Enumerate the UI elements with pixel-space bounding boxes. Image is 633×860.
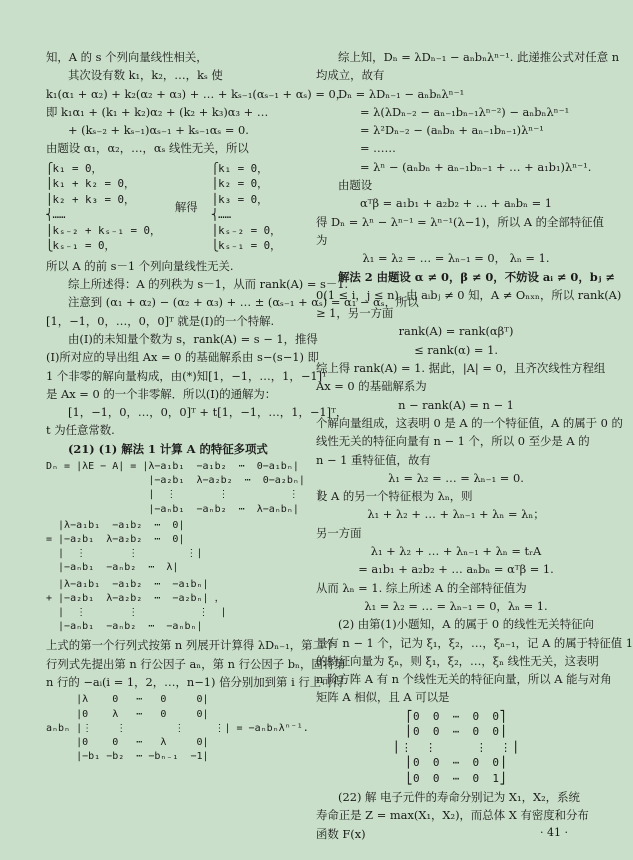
equation: n − rank(A) = n − 1 [398,397,514,412]
text-line: t 为任意常数. [46,423,115,438]
text-line: 由题设 [338,178,373,193]
text-line: 均成立，故有 [316,68,385,83]
text-line: n 阶方阵 A 有 n 个线性无关的特征向量，所以 A 能与对角 [316,672,612,687]
equation: 即 k₁α₁ + (k₁ + k₂)α₂ + (k₂ + k₃)α₃ + … [46,104,269,119]
system-left: ⎧k₁ = 0， ⎪k₁ + k₂ = 0， ⎪k₂ + k₃ = 0， ⎨…… ⎪kₛ₋₂ + kₛ₋₁ = 0， ⎩kₛ₋₁ = 0， [46,161,161,253]
equation: [1，−1，0，…，0，0]ᵀ + t[1，−1，…，1，−1]ᵀ， [68,405,348,420]
text-line: 由题设 α₁，α₂，…，αₛ 线性无关，所以 [46,141,249,156]
text-line: 行列式先提出第 n 行公因子 aₙ，第 n 行公因子 bₙ，固将第 [46,656,346,671]
text-line: 量有 n − 1 个，记为 ξ₁，ξ₂，…，ξₙ₋₁，记 A 的属于特征值 1 [316,635,633,650]
equation: λ₁ = λ₂ = … = λₙ₋₁ = 0，λₙ = 1. [364,598,548,613]
equation: + (kₛ₋₂ + kₛ₋₁)αₛ₋₁ + kₛ₋₁αₛ = 0. [68,123,249,138]
problem-heading: (22) 解 电子元件的寿命分别记为 X₁，X₂，系统 [338,790,580,805]
problem-heading: (21) (1) 解法 1 计算 A 的特征多项式 [68,441,268,456]
text-line: 所以 A 的前 s－1 个列向量线性无关. [46,258,234,273]
equation: λ₁ = λ₂ = … = λₙ₋₁ = 0， λₙ = 1. [362,251,550,266]
equation: = λ²Dₙ₋₂ − (aₙbₙ + aₙ₋₁bₙ₋₁)λⁿ⁻¹ [360,123,544,138]
text-line: 1 个非零的解向量构成，由(*)知[1，−1，…，1，−1]ᵀ [46,368,327,383]
system-right: ⎧k₁ = 0， ⎪k₂ = 0， ⎪k₃ = 0， ⎨…… ⎪kₛ₋₂ = 0， ⎩kₛ₋₁ = 0， [211,161,281,253]
page-number: · 41 · [540,826,568,839]
equation: λ₁ = λ₂ = … = λₙ₋₁ = 0. [388,470,524,485]
text-line: 解法 2 由题设 α ≠ 0，β ≠ 0，不妨设 aᵢ ≠ 0，bⱼ ≠ [338,269,615,284]
text-line: 矩阵 A 相似，且 A 可以是 [316,690,450,705]
equation: = …… [360,141,396,156]
text-line: 的特征向量为 ξₙ，则 ξ₁，ξ₂，…，ξₙ 线性无关，这表明 [316,653,599,668]
text-line: 线性无关的特征向量有 n − 1 个，所以 0 至少是 A 的 [316,434,590,449]
text-line: 综上得 rank(A) = 1. 据此，|A| = 0，且齐次线性方程组 [316,361,606,376]
text-line: 0(1 ≤ i，j ≤ n). 由 aᵢbⱼ ≠ 0 知，A ≠ Oₙₓₙ，所以 rank(A) [316,287,622,302]
text-line: 综上所述得：A 的列秩为 s－1，从而 rank(A) = s－1. [68,277,349,292]
text-line: 函数 F(x) [316,826,366,841]
text-line: n − 1 重特征值，故有 [316,452,431,467]
equation: αᵀβ = a₁b₁ + a₂b₂ + … + aₙbₙ = 1 [360,196,552,211]
text-line: 寿命正是 Z = max(X₁，X₂)，而总体 X 有密度和分布 [316,808,589,823]
equation-system [46,158,326,257]
text-line: 得 Dₙ = λⁿ − λⁿ⁻¹ = λⁿ⁻¹(λ−1)，所以 A 的全部特征值 [316,214,604,229]
equation: λ₁ + λ₂ + … + λₙ₋₁ + λₙ = tᵣA [370,544,542,559]
determinant-4: |λ 0 ⋯ 0 0| |0 λ ⋯ 0 0| aₙbₙ |⋮ ⋮ ⋮ ⋮| = −aₙbₙλⁿ⁻¹. |0 0 ⋯ λ 0| |−b₁ −b₂ ⋯ −bₙ₋₁ −1| [46,694,309,763]
text-line: 综上知，Dₙ = λDₙ₋₁ − aₙbₙλⁿ⁻¹. 此递推公式对任意 n [338,50,620,64]
determinant-3: |λ−a₁b₁ −a₁b₂ ⋯ −a₁bₙ| + |−a₂b₁ λ−a₂b₂ ⋯ −a₂bₙ| ， | ⋮ ⋮ ⋮ | |−aₙb₁ −aₙb₂ ⋯ −aₙbₙ| [46,578,227,633]
text-line: 从而 λₙ = 1. 综上所述 A 的全部特征值为 [316,580,527,595]
equation: = λ(λDₙ₋₂ − aₙ₋₁bₙ₋₁λⁿ⁻²) − aₙbₙλⁿ⁻¹ [360,104,570,119]
determinant-2: |λ−a₁b₁ −a₁b₂ ⋯ 0| = |−a₂b₁ λ−a₂b₂ ⋯ 0| | ⋮ ⋮ ⋮| |−aₙb₁ −aₙb₂ ⋯ λ| [46,519,203,574]
text-line: 知，A 的 s 个列向量线性相关， [46,50,208,64]
text-line: 注意到 (α₁ + α₂) − (α₂ + α₃) + … ± (αₛ₋₁ + αₛ) = α₁ − αₛ，所以 [68,295,419,310]
text-line: 由(Ⅰ)的未知量个数为 s，rank(A) = s − 1，推得 [68,331,318,346]
text-line: 个解向量组成，这表明 0 是 A 的一个特征值，A 的属于 0 的 [316,415,623,430]
equation: ≤ rank(α) = 1. [414,342,498,357]
text-line: 其次设有数 k₁，k₂，…，kₛ 使 [68,68,223,83]
equation: k₁(α₁ + α₂) + k₂(α₂ + α₃) + … + kₛ₋₁(αₛ₋₁ + αₛ) = 0， [46,86,348,101]
text-line: (Ⅰ)所对应的导出组 Ax = 0 的基础解系由 s−(s−1) 即 [46,350,319,365]
system-label: 解得 [174,200,198,215]
text-line: ≥ 1，另一方面 [316,306,394,321]
equation: rank(A) = rank(αβᵀ) [398,324,514,339]
text-line: 是 Ax = 0 的一个非零解．所以(Ⅰ)的通解为： [46,386,277,401]
equation: = λⁿ − (aₙbₙ + aₙ₋₁bₙ₋₁ + … + a₁b₁)λⁿ⁻¹. [360,159,592,174]
text-line: Ax = 0 的基础解系为 [316,379,427,394]
diagonal-matrix: ⎡0 0 ⋯ 0 0⎤ ⎢0 0 ⋯ 0 0⎥ ⎢⋮ ⋮ ⋮ ⋮⎥ ⎢0 0 ⋯ 0 0⎥ ⎣0 0 ⋯ 0 1⎦ [394,709,518,785]
equation: Dₙ = λDₙ₋₁ − aₙbₙλⁿ⁻¹ [338,86,465,101]
equation: = a₁b₁ + a₂b₂ + … aₙbₙ = αᵀβ = 1. [358,562,554,577]
right-column [316,48,633,843]
equation: λ₁ + λ₂ + … + λₙ₋₁ + λₙ = λₙ； [367,507,545,522]
text-line: 设 A 的另一个特征根为 λₙ，则 [316,489,473,504]
text-line: [1，−1，0，…，0，0]ᵀ 就是(Ⅰ)的一个特解. [46,313,275,328]
text-line: 为 [316,232,328,247]
text-line: n 行的 −aᵢ(i = 1，2，…，n−1) 倍分别加到第 i 行上可得 [46,675,344,690]
text-line: (2) 由第(1)小题知，A 的属于 0 的线性无关特征向 [338,617,594,632]
determinant-1: Dₙ = |λE − A| = |λ−a₁b₁ −a₁b₂ ⋯ 0−a₁bₙ| |−a₂b₁ λ−a₂b₂ ⋯ 0−a₂bₙ| | ⋮ ⋮ ⋮ | |−aₙb₁ −aₙb₂ ⋯ λ−aₙbₙ| [46,461,323,515]
text-line: 上式的第一个行列式按第 n 列展开计算得 λDₙ₋₁，第二个 [46,638,336,653]
text-line: 另一方面 [316,525,362,540]
